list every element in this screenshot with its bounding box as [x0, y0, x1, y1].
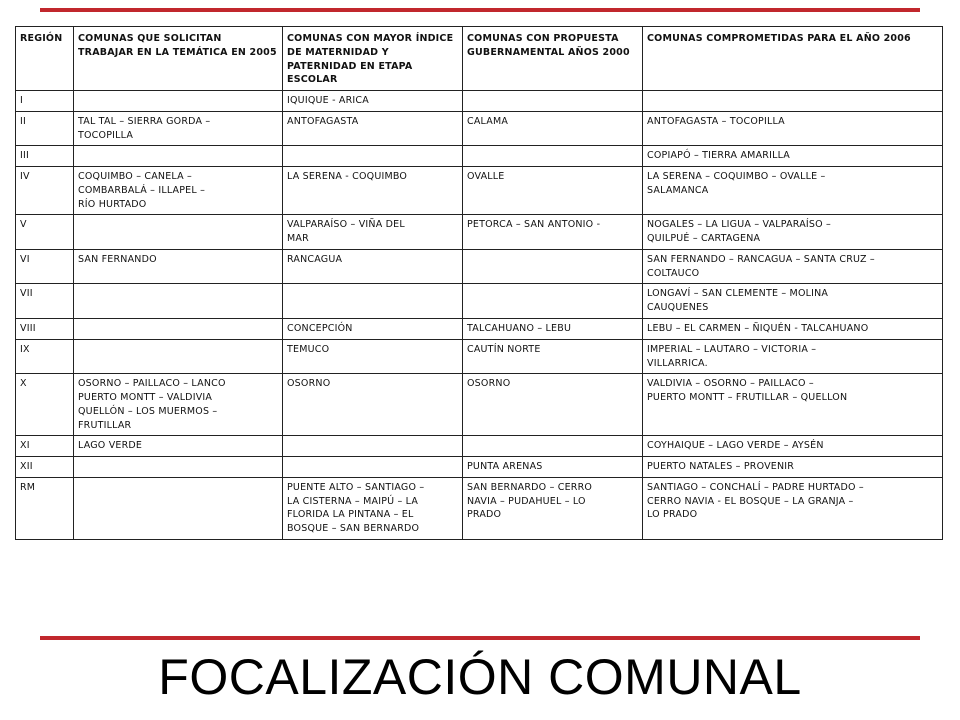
table-row [16, 249, 943, 284]
index-cell: OSORNO [283, 374, 463, 436]
proposal-cell [463, 91, 643, 112]
committed-cell: COYHAIQUE – LAGO VERDE – AYSÉN [643, 436, 943, 457]
region-cell: VI [16, 249, 74, 284]
region-cell: IV [16, 167, 74, 215]
table-row [16, 146, 943, 167]
committed-cell: VALDIVIA – OSORNO – PAILLACO – PUERTO MONTT – FRUTILLAR – QUELLON [643, 374, 943, 436]
region-cell: II [16, 111, 74, 146]
region-cell: VII [16, 284, 74, 319]
proposal-cell: SAN BERNARDO – CERRO NAVIA – PUDAHUEL – LO PRADO [463, 477, 643, 539]
index-cell [283, 146, 463, 167]
index-cell: RANCAGUA [283, 249, 463, 284]
index-cell: IQUIQUE - ARICA [283, 91, 463, 112]
table-row [16, 457, 943, 478]
region-cell: VIII [16, 319, 74, 340]
proposal-cell: TALCAHUANO – LEBU [463, 319, 643, 340]
table-row [16, 374, 943, 436]
committed-cell: NOGALES – LA LIGUA – VALPARAÍSO – QUILPUÉ – CARTAGENA [643, 215, 943, 250]
requesting-cell [74, 215, 283, 250]
region-cell: RM [16, 477, 74, 539]
requesting-cell [74, 91, 283, 112]
region-cell: XII [16, 457, 74, 478]
committed-cell: ANTOFAGASTA – TOCOPILLA [643, 111, 943, 146]
committed-cell: SANTIAGO – CONCHALÍ – PADRE HURTADO – CERRO NAVIA - EL BOSQUE – LA GRANJA – LO PRADO [643, 477, 943, 539]
proposal-cell: OSORNO [463, 374, 643, 436]
header-requesting-communes: COMUNAS QUE SOLICITAN TRABAJAR EN LA TEMÁTICA EN 2005 [74, 27, 283, 91]
requesting-cell [74, 477, 283, 539]
proposal-cell [463, 146, 643, 167]
requesting-cell: TAL TAL – SIERRA GORDA – TOCOPILLA [74, 111, 283, 146]
region-cell: X [16, 374, 74, 436]
header-region: REGIÓN [16, 27, 74, 91]
proposal-cell: OVALLE [463, 167, 643, 215]
table-row [16, 167, 943, 215]
requesting-cell: LAGO VERDE [74, 436, 283, 457]
index-cell: LA SERENA - COQUIMBO [283, 167, 463, 215]
index-cell: TEMUCO [283, 339, 463, 374]
committed-cell [643, 91, 943, 112]
index-cell: PUENTE ALTO – SANTIAGO – LA CISTERNA – MAIPÚ – LA FLORIDA LA PINTANA – EL BOSQUE – SAN BERNARDO [283, 477, 463, 539]
proposal-cell: PETORCA – SAN ANTONIO - [463, 215, 643, 250]
page-title: FOCALIZACIÓN COMUNAL [158, 649, 802, 705]
table-row [16, 111, 943, 146]
requesting-cell: COQUIMBO – CANELA – COMBARBALÁ – ILLAPEL – RÍO HURTADO [74, 167, 283, 215]
proposal-cell: CALAMA [463, 111, 643, 146]
table-row [16, 339, 943, 374]
commune-table [15, 26, 943, 540]
table-row [16, 477, 943, 539]
committed-cell: IMPERIAL – LAUTARO – VICTORIA – VILLARRICA. [643, 339, 943, 374]
header-row [16, 27, 943, 91]
requesting-cell [74, 284, 283, 319]
index-cell: CONCEPCIÓN [283, 319, 463, 340]
header-committed-communes: COMUNAS COMPROMETIDAS PARA EL AÑO 2006 [643, 27, 943, 91]
table-row [16, 91, 943, 112]
requesting-cell: SAN FERNANDO [74, 249, 283, 284]
index-cell [283, 457, 463, 478]
committed-cell: SAN FERNANDO – RANCAGUA – SANTA CRUZ – COLTAUCO [643, 249, 943, 284]
header-highest-index-communes: COMUNAS CON MAYOR ÍNDICE DE MATERNIDAD Y PATERNIDAD EN ETAPA ESCOLAR [283, 27, 463, 91]
table-row [16, 215, 943, 250]
committed-cell: LEBU – EL CARMEN – ÑIQUÉN - TALCAHUANO [643, 319, 943, 340]
proposal-cell [463, 284, 643, 319]
index-cell: ANTOFAGASTA [283, 111, 463, 146]
requesting-cell: OSORNO – PAILLACO – LANCO PUERTO MONTT – VALDIVIA QUELLÓN – LOS MUERMOS – FRUTILLAR [74, 374, 283, 436]
table-row [16, 436, 943, 457]
proposal-cell: CAUTÍN NORTE [463, 339, 643, 374]
top-divider [40, 8, 920, 12]
proposal-cell: PUNTA ARENAS [463, 457, 643, 478]
requesting-cell [74, 457, 283, 478]
region-cell: I [16, 91, 74, 112]
table-body [16, 91, 943, 540]
region-cell: III [16, 146, 74, 167]
committed-cell: LA SERENA – COQUIMBO – OVALLE – SALAMANCA [643, 167, 943, 215]
region-cell: IX [16, 339, 74, 374]
requesting-cell [74, 319, 283, 340]
region-cell: V [16, 215, 74, 250]
committed-cell: PUERTO NATALES – PROVENIR [643, 457, 943, 478]
committed-cell: COPIAPÓ – TIERRA AMARILLA [643, 146, 943, 167]
committed-cell: LONGAVÍ – SAN CLEMENTE – MOLINA CAUQUENES [643, 284, 943, 319]
index-cell: VALPARAÍSO – VIÑA DEL MAR [283, 215, 463, 250]
requesting-cell [74, 339, 283, 374]
index-cell [283, 284, 463, 319]
bottom-divider [40, 636, 920, 640]
table-row [16, 319, 943, 340]
requesting-cell [74, 146, 283, 167]
header-government-proposal-communes: COMUNAS CON PROPUESTA GUBERNAMENTAL AÑOS 2000 [463, 27, 643, 91]
region-cell: XI [16, 436, 74, 457]
proposal-cell [463, 436, 643, 457]
index-cell [283, 436, 463, 457]
table-row [16, 284, 943, 319]
proposal-cell [463, 249, 643, 284]
